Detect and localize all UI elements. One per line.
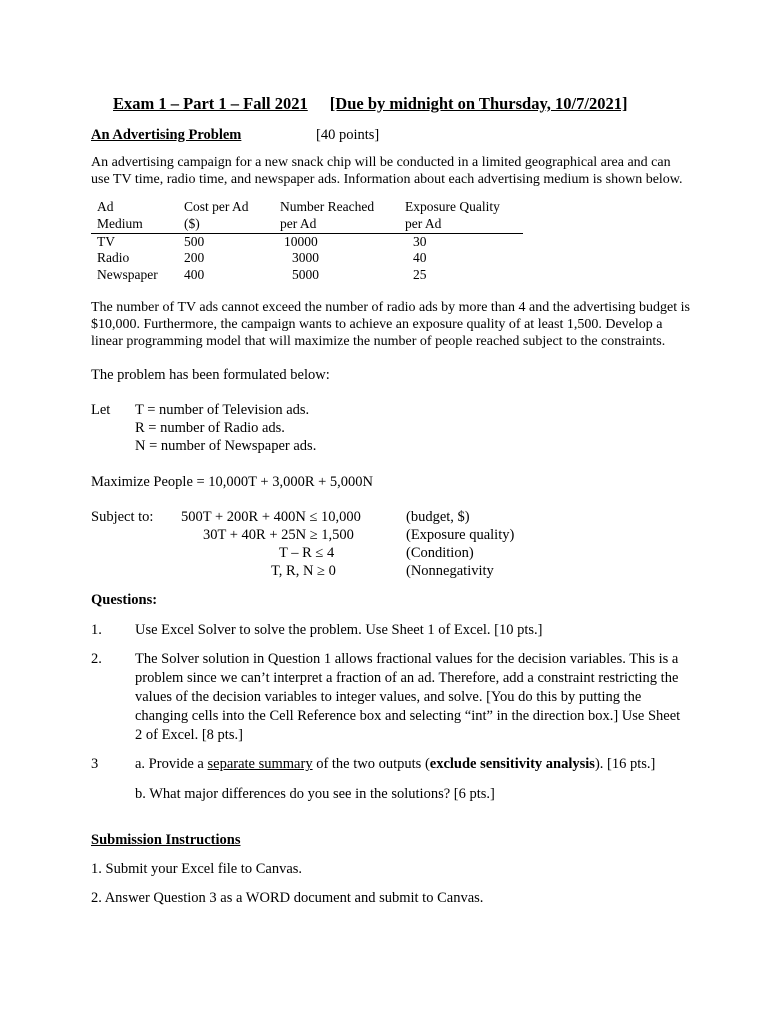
- table-row: [91, 250, 523, 267]
- exam-title: [113, 94, 627, 114]
- question-number: 3: [91, 756, 99, 772]
- question-text: [135, 755, 691, 774]
- constraint-budget: 500T + 200R + 400N ≤ 10,000: [181, 509, 361, 525]
- text-run: ). [16 pts.]: [594, 756, 656, 772]
- submission-item: 2. Answer Question 3 as a WORD document and submit to Canvas.: [91, 890, 484, 906]
- variable-definition: N = number of Newspaper ads.: [135, 438, 317, 454]
- title-text: Exam 1 – Part 1 – Fall 2021: [113, 94, 308, 113]
- table-cell: 40: [413, 250, 427, 266]
- header-cell: Cost per Ad: [184, 199, 249, 214]
- table-cell: 10000: [284, 233, 318, 249]
- subject-to-label: Subject to:: [91, 509, 154, 525]
- question-2: [91, 650, 691, 746]
- table-cell: Radio: [97, 250, 130, 266]
- constraint-label: (Nonnegativity: [406, 563, 494, 579]
- question-number: 2.: [91, 651, 102, 667]
- question-3b: b. What major differences do you see in the solutions? [6 pts.]: [135, 786, 495, 802]
- constraint-label: (budget, $): [406, 509, 470, 525]
- table-row: [91, 267, 523, 284]
- header-cell: Number Reached: [280, 199, 375, 214]
- constraints-description: The number of TV ads cannot exceed the number of radio ads by more than 4 and the advertising budget is $10,000. Furthermore, the campaign wants to achieve an exposure quality of at least 1,500. Develop a linear programming model that will maximize the number of people reached subject to the constraints.: [91, 300, 690, 349]
- question-text: The Solver solution in Question 1 allows fractional values for the decision variables. This is a problem since we can’t interpret a fraction of an ad. Therefore, add a constraint restricting the values of the decision variables to integer values, and solve. [You do this by putting the changing cells into the Cell Reference box and selecting “int” in the direction box.] Use Sheet 2 of Excel. [8 pts.]: [135, 651, 681, 743]
- table-cell: Newspaper: [97, 267, 158, 283]
- header-cell: per Ad: [405, 216, 523, 233]
- variable-definition: R = number of Radio ads.: [135, 420, 285, 436]
- underlined-text: separate summary: [207, 756, 313, 772]
- question-number: 1.: [91, 622, 102, 638]
- objective-function: Maximize People = 10,000T + 3,000R + 5,000N: [91, 474, 374, 490]
- header-cell: Medium: [91, 216, 184, 233]
- constraint-label: (Condition): [406, 545, 474, 561]
- table-header-row: [91, 216, 523, 233]
- let-label: Let: [91, 402, 111, 418]
- table-cell: TV: [97, 233, 115, 249]
- questions-heading: Questions:: [91, 592, 158, 608]
- table-cell: 5000: [292, 267, 319, 283]
- submission-heading: Submission Instructions: [91, 832, 241, 848]
- problem-intro: An advertising campaign for a new snack chip will be conducted in a limited geographical area and can use TV time, radio time, and newspaper ads. Information about each advertising medium is shown below.: [91, 155, 683, 187]
- table-cell: 500: [184, 233, 205, 249]
- constraint-nonnegativity: T, R, N ≥ 0: [271, 563, 336, 579]
- variable-definition: T = number of Television ads.: [135, 402, 310, 418]
- submission-item: 1. Submit your Excel file to Canvas.: [91, 861, 303, 877]
- header-cell: Ad: [97, 199, 114, 214]
- table-cell: 25: [413, 267, 427, 283]
- table-cell: 3000: [292, 250, 319, 266]
- constraint-condition: T – R ≤ 4: [279, 545, 335, 561]
- table-row: [91, 233, 523, 250]
- problem-points: [40 points]: [316, 127, 380, 143]
- due-date: [Due by midnight on Thursday, 10/7/2021]: [329, 94, 628, 113]
- bold-text: exclude sensitivity analysis: [429, 756, 595, 772]
- header-cell: per Ad: [280, 216, 405, 233]
- table-cell: 200: [184, 250, 205, 266]
- text-run: a. Provide a: [135, 756, 208, 772]
- constraint-label: (Exposure quality): [406, 527, 515, 543]
- question-1: [91, 621, 691, 641]
- header-cell: ($): [184, 216, 280, 233]
- constraint-exposure: 30T + 40R + 25N ≥ 1,500: [203, 527, 354, 543]
- table-cell: 400: [184, 267, 205, 283]
- header-cell: Exposure Quality: [405, 199, 500, 214]
- table-cell: 30: [413, 233, 427, 249]
- table-header-row: [91, 199, 523, 216]
- question-3a: [91, 755, 691, 775]
- formulated-text: The problem has been formulated below:: [91, 367, 330, 383]
- question-text: Use Excel Solver to solve the problem. Use Sheet 1 of Excel. [10 pts.]: [135, 622, 543, 638]
- text-run: of the two outputs (: [312, 756, 430, 772]
- problem-heading: An Advertising Problem: [91, 127, 242, 143]
- advertising-table: [91, 199, 523, 284]
